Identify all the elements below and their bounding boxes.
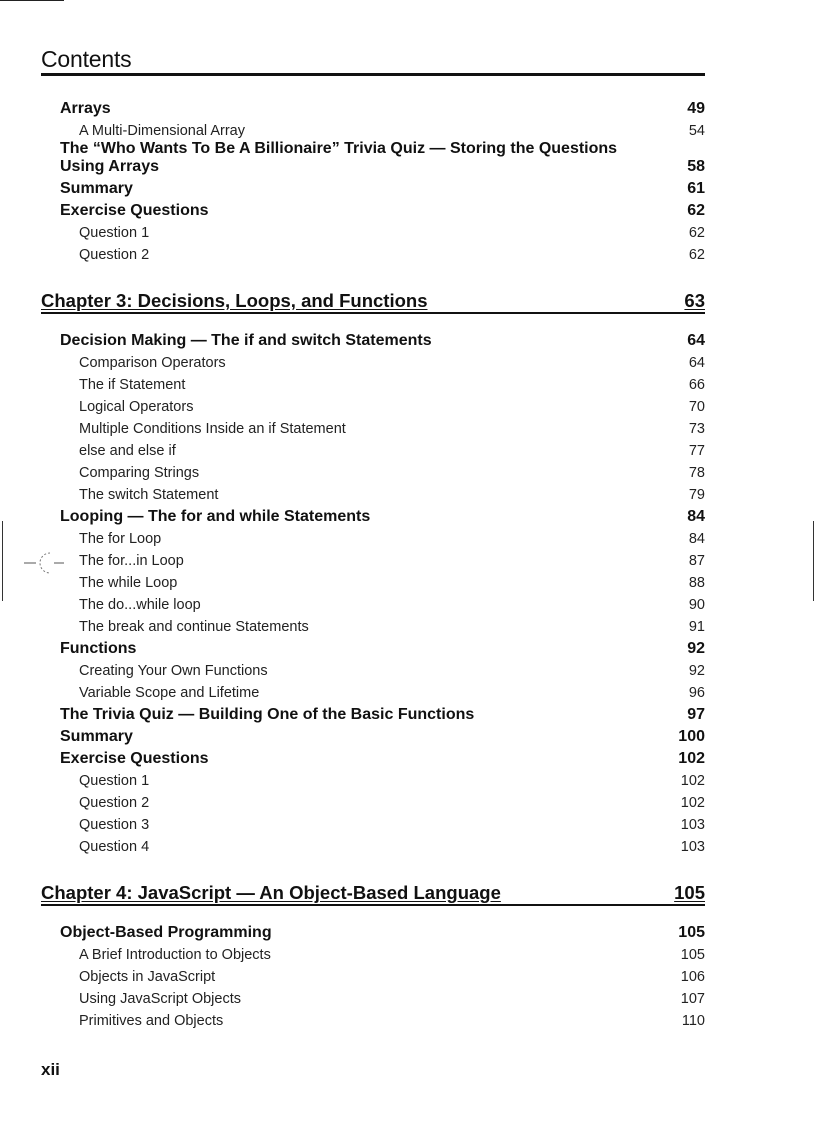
toc-subsection[interactable]: [41, 482, 705, 504]
toc-page-number: 105: [680, 947, 705, 963]
toc-page-number: 61: [687, 180, 705, 197]
toc-entry-title: The Trivia Quiz — Building One of the Basic Functions: [60, 706, 475, 723]
toc-page-number: 49: [687, 100, 705, 117]
toc-subsection[interactable]: [41, 570, 705, 592]
toc-page-number: 97: [687, 706, 705, 723]
toc-subsection[interactable]: [41, 526, 705, 548]
toc-section[interactable]: [41, 504, 705, 526]
left-margin-mark: [2, 521, 3, 601]
toc-page-number: 73: [688, 421, 705, 437]
toc-entry-title: Exercise Questions: [60, 750, 209, 767]
toc-page-number: 58: [687, 158, 705, 175]
table-of-contents: [41, 96, 705, 1030]
toc-page-number: 64: [688, 355, 705, 371]
toc-page-number: 103: [680, 839, 705, 855]
toc-subsection[interactable]: [41, 592, 705, 614]
toc-entry-title: The switch Statement: [79, 487, 219, 503]
toc-subsection[interactable]: [41, 768, 705, 790]
toc-entry-title: Object-Based Programming: [60, 924, 272, 941]
toc-entry-title: Summary: [60, 728, 133, 745]
toc-entry-title: The for Loop: [79, 531, 162, 547]
toc-page-number: 90: [688, 597, 705, 613]
toc-page-number: 105: [674, 882, 705, 903]
toc-page-number: 62: [688, 247, 705, 263]
toc-page-number: 102: [680, 795, 705, 811]
toc-section[interactable]: [41, 328, 705, 350]
toc-section[interactable]: [41, 920, 705, 942]
toc-section[interactable]: [41, 724, 705, 746]
toc-page-number: 78: [688, 465, 705, 481]
toc-section[interactable]: [41, 198, 705, 220]
toc-entry-title: Looping — The for and while Statements: [60, 508, 371, 525]
toc-entry-title: The do...while loop: [79, 597, 201, 613]
toc-entry-title: Functions: [60, 640, 137, 657]
toc-section[interactable]: [41, 96, 705, 118]
toc-subsection[interactable]: [41, 942, 705, 964]
toc-entry-title: Question 1: [79, 773, 150, 789]
toc-entry-title: Comparing Strings: [79, 465, 200, 481]
toc-entry-title: Question 2: [79, 795, 150, 811]
toc-entry-title: Question 2: [79, 247, 150, 263]
toc-page-number: 100: [678, 728, 705, 745]
toc-subsection[interactable]: [41, 350, 705, 372]
toc-page-number: 91: [688, 619, 705, 635]
toc-page-number: 87: [688, 553, 705, 569]
toc-page-number: 70: [688, 399, 705, 415]
toc-subsection[interactable]: [41, 964, 705, 986]
toc-subsection[interactable]: [41, 416, 705, 438]
toc-entry-title: Using JavaScript Objects: [79, 991, 241, 1007]
toc-page-number: 103: [680, 817, 705, 833]
toc-entry-title: Logical Operators: [79, 399, 194, 415]
toc-section[interactable]: [41, 746, 705, 768]
toc-section[interactable]: [41, 702, 705, 724]
toc-subsection[interactable]: [41, 834, 705, 856]
toc-entry-title: The break and continue Statements: [79, 619, 309, 635]
toc-entry-title: Comparison Operators: [79, 355, 226, 371]
toc-page-number: 62: [687, 202, 705, 219]
toc-page-number: 79: [688, 487, 705, 503]
toc-entry-title: else and else if: [79, 443, 176, 459]
toc-entry-title: The while Loop: [79, 575, 178, 591]
toc-entry-title: Question 4: [79, 839, 150, 855]
toc-page-number: 92: [687, 640, 705, 657]
toc-section[interactable]: [41, 140, 705, 176]
toc-subsection[interactable]: [41, 658, 705, 680]
toc-page-number: 84: [687, 508, 705, 525]
toc-page-number: 102: [680, 773, 705, 789]
toc-subsection[interactable]: [41, 242, 705, 264]
toc-subsection[interactable]: [41, 548, 705, 570]
toc-entry-title: Arrays: [60, 100, 111, 117]
toc-entry-title: Exercise Questions: [60, 202, 209, 219]
top-edge-rule: [0, 0, 64, 1]
toc-entry-title: The if Statement: [79, 377, 186, 393]
toc-subsection[interactable]: [41, 118, 705, 140]
toc-subsection[interactable]: [41, 1008, 705, 1030]
chapter-heading[interactable]: [41, 876, 705, 906]
toc-page-number: 106: [680, 969, 705, 985]
toc-entry-title: Chapter 3: Decisions, Loops, and Functions: [41, 290, 428, 311]
toc-entry-title: Creating Your Own Functions: [79, 663, 268, 679]
chapter-heading[interactable]: [41, 284, 705, 314]
toc-page-number: 107: [680, 991, 705, 1007]
toc-entry-title: The for...in Loop: [79, 553, 184, 569]
toc-page-number: 92: [688, 663, 705, 679]
toc-subsection[interactable]: [41, 790, 705, 812]
toc-entry-title: The “Who Wants To Be A Billionaire” Trivia Quiz — Storing the Questions Using Arrays: [60, 140, 618, 175]
toc-page-number: 102: [678, 750, 705, 767]
toc-subsection[interactable]: [41, 394, 705, 416]
toc-page-number: 62: [688, 225, 705, 241]
toc-entry-title: Question 1: [79, 225, 150, 241]
toc-page-number: 105: [678, 924, 705, 941]
toc-entry-title: Question 3: [79, 817, 150, 833]
toc-page-number: 96: [688, 685, 705, 701]
page-number: xii: [41, 1060, 60, 1079]
toc-page-number: 64: [687, 332, 705, 349]
page-title: Contents: [41, 46, 132, 72]
toc-page-number: 66: [688, 377, 705, 393]
toc-entry-title: Objects in JavaScript: [79, 969, 216, 985]
toc-page-number: 110: [681, 1013, 705, 1029]
toc-subsection[interactable]: [41, 438, 705, 460]
toc-subsection[interactable]: [41, 220, 705, 242]
toc-section[interactable]: [41, 636, 705, 658]
toc-subsection[interactable]: [41, 460, 705, 482]
toc-page-number: 77: [688, 443, 705, 459]
toc-subsection[interactable]: [41, 986, 705, 1008]
toc-entry-title: Multiple Conditions Inside an if Statement: [79, 421, 346, 437]
toc-page-number: 63: [684, 290, 705, 311]
toc-section[interactable]: [41, 176, 705, 198]
toc-entry-title: Primitives and Objects: [79, 1013, 224, 1029]
toc-entry-title: A Multi-Dimensional Array: [79, 123, 245, 139]
toc-entry-title: Decision Making — The if and switch Statements: [60, 332, 432, 349]
toc-entry-title: Summary: [60, 180, 133, 197]
toc-entry-title: Chapter 4: JavaScript — An Object-Based Language: [41, 882, 501, 903]
right-margin-mark: [813, 521, 814, 601]
toc-page-number: 88: [688, 575, 705, 591]
toc-subsection[interactable]: [41, 614, 705, 636]
toc-subsection[interactable]: [41, 680, 705, 702]
toc-entry-title: Variable Scope and Lifetime: [79, 685, 260, 701]
toc-subsection[interactable]: [41, 372, 705, 394]
toc-page-number: 54: [688, 123, 705, 139]
toc-entry-title: A Brief Introduction to Objects: [79, 947, 271, 963]
title-rule: [41, 73, 705, 76]
toc-subsection[interactable]: [41, 812, 705, 834]
toc-page-number: 84: [688, 531, 705, 547]
